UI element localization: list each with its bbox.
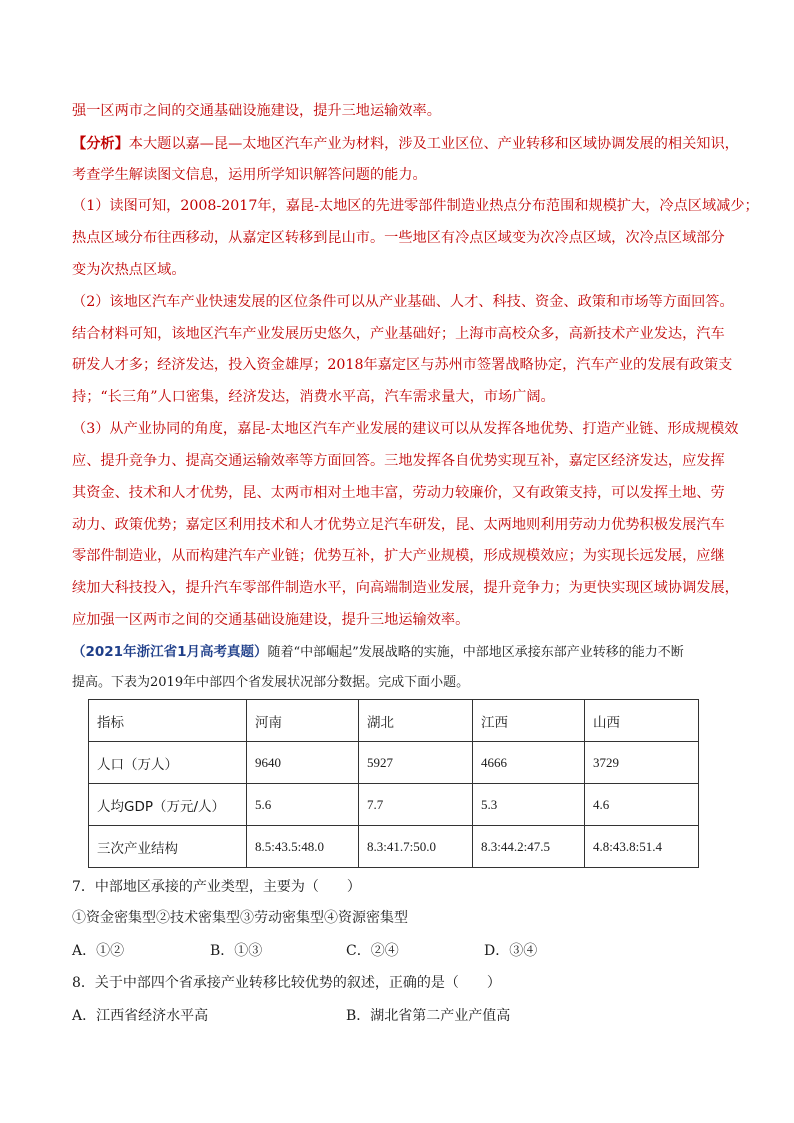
option-8a[interactable]: A．江西省经济水平高 xyxy=(72,1008,209,1024)
table-cell: 8.5:43.5:48.0 xyxy=(247,826,359,868)
option-7b[interactable]: B．①③ xyxy=(210,943,263,959)
analysis-line: 续加大科技投入，提升汽车零部件制造水平，向高端制造业发展，提升竞争力；为更快实现区域协调发展， xyxy=(72,580,739,596)
question-source: （2021年浙江省1月高考真题） xyxy=(72,644,268,660)
table-cell: 人口（万人） xyxy=(89,742,247,784)
table-cell: 4666 xyxy=(473,742,585,784)
option-7a[interactable]: A．①② xyxy=(72,943,125,959)
province-data-table xyxy=(88,699,699,868)
option-7d[interactable]: D．③④ xyxy=(484,943,538,959)
table-header-cell: 指标 xyxy=(89,700,247,742)
table-header-cell: 江西 xyxy=(473,700,585,742)
table-cell: 4.6 xyxy=(585,784,699,826)
table-row xyxy=(89,742,699,784)
analysis-line: 其资金、技术和人才优势，昆、太两市相对土地丰富，劳动力较廉价，又有政策支持，可以发挥土地、劳 xyxy=(72,485,725,501)
table-cell: 4.8:43.8:51.4 xyxy=(585,826,699,868)
analysis-line: 应、提升竞争力、提高交通运输效率等方面回答。三地发挥各自优势实现互补，嘉定区经济发达，应发挥 xyxy=(72,453,725,469)
analysis-line: 变为次热点区域。 xyxy=(72,262,186,278)
analysis-label: 【分析】 xyxy=(72,136,129,152)
analysis-line: （1）读图可知，2008-2017年，嘉昆-太地区的先进零部件制造业热点分布范围和规模扩大，冷点区域减少； xyxy=(72,198,759,214)
question-7-items: ①资金密集型②技术密集型③劳动密集型④资源密集型 xyxy=(72,910,408,926)
table-header-cell: 河南 xyxy=(247,700,359,742)
option-7c[interactable]: C．②④ xyxy=(346,943,399,959)
table-header-cell: 湖北 xyxy=(359,700,473,742)
analysis-line: 研发人才多；经济发达，投入资金雄厚；2018年嘉定区与苏州市签署战略协定，汽车产业的发展有政策支 xyxy=(72,357,733,373)
option-8b[interactable]: B．湖北省第二产业产值高 xyxy=(346,1008,511,1024)
table-cell: 三次产业结构 xyxy=(89,826,247,868)
analysis-line: （2）该地区汽车产业快速发展的区位条件可以从产业基础、人才、科技、资金、政策和市场等方面回答。 xyxy=(72,294,734,310)
table-cell: 5.3 xyxy=(473,784,585,826)
table-cell: 5927 xyxy=(359,742,473,784)
table-header-row xyxy=(89,700,699,742)
table-cell: 8.3:41.7:50.0 xyxy=(359,826,473,868)
analysis-line: （3）从产业协同的角度，嘉昆-太地区汽车产业发展的建议可以从发挥各地优势、打造产业链、形成规模效 xyxy=(72,421,739,437)
analysis-line: 零部件制造业，从而构建汽车产业链；优势互补，扩大产业规模，形成规模效应；为实现长远发展，应继 xyxy=(72,548,725,564)
table-row xyxy=(89,784,699,826)
analysis-line: 动力、政策优势；嘉定区利用技术和人才优势立足汽车研发，昆、太两地则利用劳动力优势积极发展汽车 xyxy=(72,517,725,533)
table-cell: 5.6 xyxy=(247,784,359,826)
question-7-stem: 7．中部地区承接的产业类型，主要为（ ） xyxy=(72,879,361,895)
table-cell: 人均GDP（万元/人） xyxy=(89,784,247,826)
analysis-line: 应加强一区两市之间的交通基础设施建设，提升三地运输效率。 xyxy=(72,612,470,628)
table-cell: 8.3:44.2:47.5 xyxy=(473,826,585,868)
analysis-line: 考查学生解读图文信息，运用所学知识解答问题的能力。 xyxy=(72,167,427,183)
table-row xyxy=(89,826,699,868)
analysis-line: 【分析】本大题以嘉—昆—太地区汽车产业为材料，涉及工业区位、产业转移和区域协调发展的相关知识， xyxy=(72,136,739,152)
analysis-line: 结合材料可知，该地区汽车产业发展历史悠久，产业基础好；上海市高校众多，高新技术产业发达，汽车 xyxy=(72,326,725,342)
question-8-stem: 8．关于中部四个省承接产业转移比较优势的叙述，正确的是（ ） xyxy=(72,975,501,991)
analysis-line: 热点区域分布往西移动，从嘉定区转移到昆山市。一些地区有冷点区域变为次冷点区域，次冷点区域部分 xyxy=(72,230,725,246)
table-cell: 9640 xyxy=(247,742,359,784)
question-intro-line-1: （2021年浙江省1月高考真题）随着“中部崛起”发展战略的实施，中部地区承接东部产业转移的能力不断 xyxy=(72,644,684,660)
table-header-cell: 山西 xyxy=(585,700,699,742)
table-cell: 7.7 xyxy=(359,784,473,826)
analysis-line: 持；“长三角”人口密集，经济发达，消费水平高，汽车需求量大，市场广阔。 xyxy=(72,389,555,405)
table-cell: 3729 xyxy=(585,742,699,784)
question-intro-line-2: 提高。下表为2019年中部四个省发展状况部分数据。完成下面小题。 xyxy=(72,675,470,690)
analysis-line: 强一区两市之间的交通基础设施建设，提升三地运输效率。 xyxy=(72,103,441,119)
